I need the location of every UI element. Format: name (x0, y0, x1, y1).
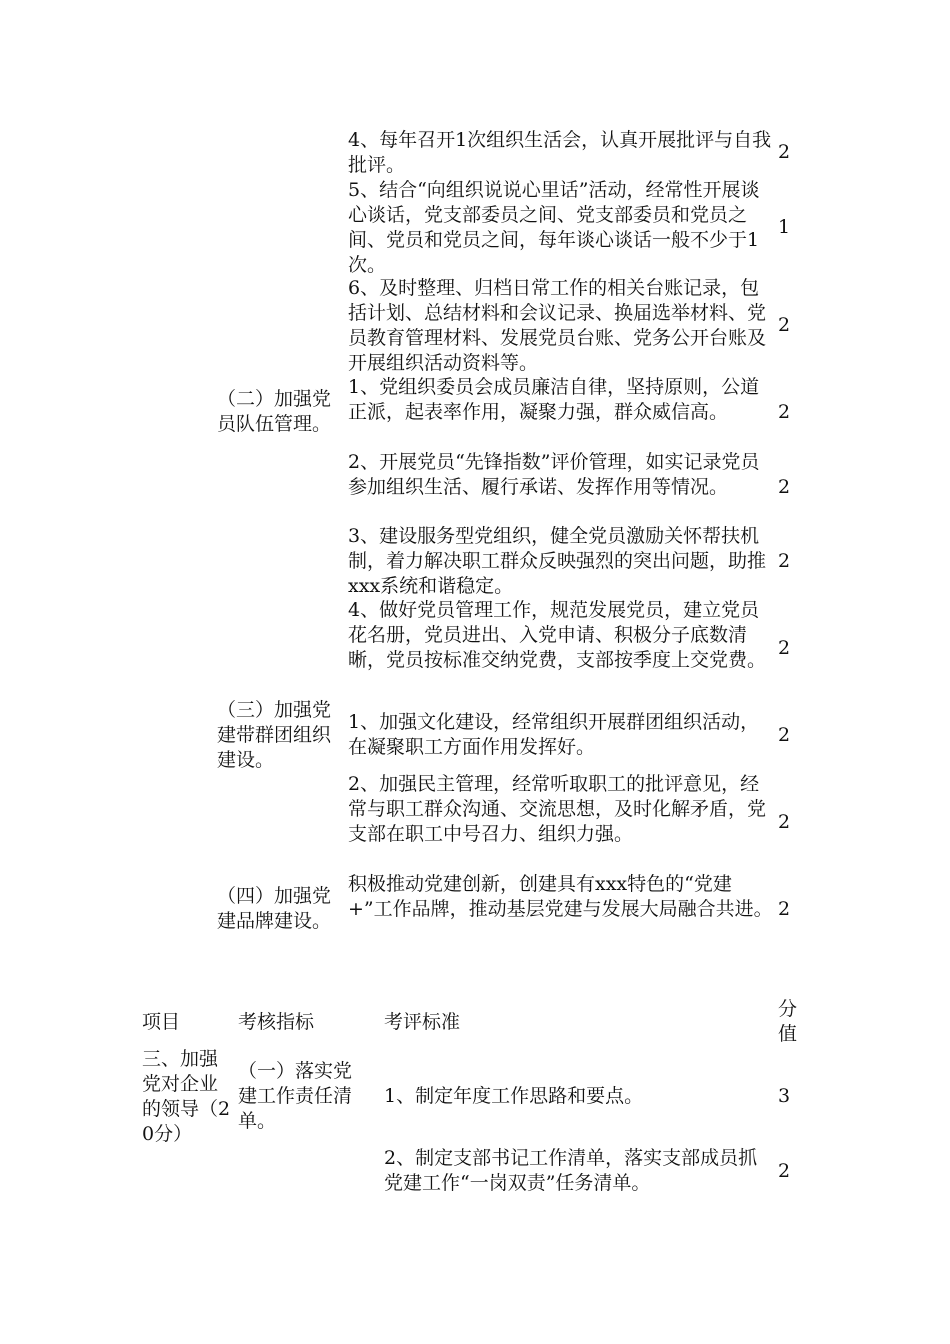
indicator-cell: （二）加强党员队伍管理。 (217, 388, 332, 435)
score-cell: 2 (778, 811, 791, 833)
score-cell: 2 (778, 637, 791, 659)
score-cell: 2 (778, 898, 791, 920)
standard-cell: 1、制定年度工作思路和要点。 (384, 1085, 644, 1107)
indicator-cell: （三）加强党建带群团组织建设。 (217, 699, 332, 771)
standard-cell: 4、每年召开1次组织生活会，认真开展批评与自我批评。 (348, 129, 772, 176)
score-cell: 2 (778, 724, 791, 746)
standard-cell: 3、建设服务型党组织，健全党员激励关怀帮扶机制，着力解决职工群众反映强烈的突出问题，助推xxx系统和谐稳定。 (348, 525, 767, 597)
standard-cell: 6、及时整理、归档日常工作的相关台账记录，包括计划、总结材料和会议记录、换届选举材料、党员教育管理材料、发展党员台账、党务公开台账及开展组织活动资料等。 (348, 277, 767, 374)
score-cell: 2 (778, 550, 791, 572)
score-cell: 2 (778, 476, 791, 498)
indicator-cell: （一）落实党建工作责任清单。 (238, 1060, 353, 1132)
standard-cell: 2、加强民主管理，经常听取职工的批评意见，经常与职工群众沟通、交流思想，及时化解矛盾，党支部在职工中号召力、组织力强。 (348, 773, 767, 845)
standard-cell: 2、制定支部书记工作清单，落实支部成员抓党建工作“一岗双责”任务清单。 (384, 1147, 758, 1194)
score-cell: 3 (778, 1085, 791, 1107)
standard-cell: 4、做好党员管理工作，规范发展党员，建立党员花名册，党员进出、入党申请、积极分子底数清晰，党员按标准交纳党费，支部按季度上交党费。 (348, 599, 767, 671)
score-cell: 2 (778, 1160, 791, 1182)
standard-cell: 1、加强文化建设，经常组织开展群团组织活动，在凝聚职工方面作用发挥好。 (348, 711, 760, 758)
score-cell: 2 (778, 314, 791, 336)
header-standard: 考评标准 (384, 1011, 461, 1033)
score-cell: 2 (778, 401, 791, 423)
standard-cell: 5、结合“向组织说说心里话”活动，经常性开展谈心谈话，党支部委员之间、党支部委员和党员之间、党员和党员之间，每年谈心谈话一般不少于1次。 (348, 179, 760, 276)
score-cell: 1 (778, 216, 791, 238)
header-indicator: 考核指标 (238, 1011, 315, 1033)
header-score: 分值 (778, 998, 798, 1045)
standard-cell: 积极推动党建创新，创建具有xxx特色的“党建+”工作品牌，推动基层党建与发展大局融合共进。 (348, 873, 773, 920)
standard-cell: 2、开展党员“先锋指数”评价管理，如实记录党员参加组织生活、履行承诺、发挥作用等情况。 (348, 451, 760, 498)
indicator-cell: （四）加强党建品牌建设。 (217, 885, 332, 932)
standard-cell: 1、党组织委员会成员廉洁自律，坚持原则，公道正派，起表率作用，凝聚力强，群众威信高。 (348, 376, 760, 423)
project-cell: 三、加强党对企业的领导（20分） (142, 1048, 231, 1145)
header-project: 项目 (142, 1011, 181, 1033)
score-cell: 2 (778, 141, 791, 163)
